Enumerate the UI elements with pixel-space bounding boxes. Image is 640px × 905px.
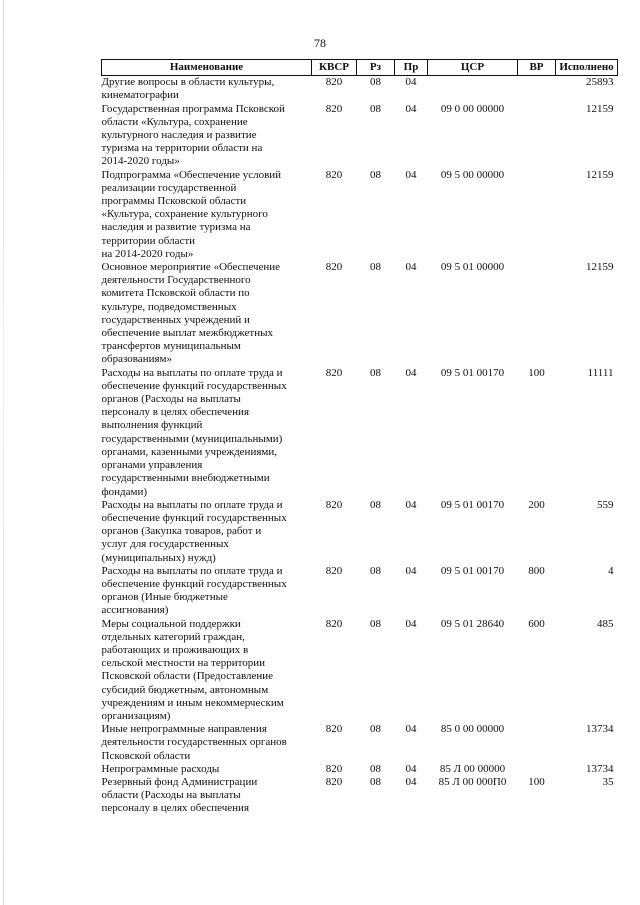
- row-name-line: органов (Иные бюджетные: [101, 591, 228, 604]
- cell-pr: 04: [405, 102, 417, 115]
- cell-pr: 04: [405, 775, 417, 788]
- cell-pr: 04: [405, 564, 417, 577]
- row-name-line: образованиям»: [101, 353, 172, 366]
- cell-done: 559: [597, 498, 614, 511]
- row-name: [102, 76, 312, 103]
- cell-csr: 85 Л 00 00000: [439, 762, 506, 775]
- cell-csr: [428, 76, 518, 103]
- header-vr: ВР: [518, 60, 556, 76]
- row-name-line: государственными (муниципальными): [101, 432, 283, 445]
- row-name-line: наследия и развитие туризма на: [101, 221, 251, 234]
- row-name-line: обеспечение функций государственных: [101, 511, 287, 524]
- cell-done: 11111: [587, 366, 614, 379]
- cell-pr: 04: [405, 168, 417, 181]
- cell-csr: 09 5 01 00170: [440, 564, 505, 577]
- row-name-line: области (Расходы на выплаты: [101, 789, 241, 802]
- cell-csr: 09 5 01 28640: [440, 617, 505, 630]
- cell-pr: 04: [405, 261, 417, 274]
- cell-done: 35: [602, 775, 614, 788]
- row-name-line: (муниципальных) нужд): [101, 551, 216, 564]
- row-name-line: 2014-2020 годы»: [101, 155, 180, 168]
- row-name-line: Непрограммные расходы: [101, 762, 220, 775]
- row-name-line: трансфертов муниципальным: [101, 340, 241, 353]
- cell-rz: 08: [370, 564, 381, 577]
- cell-pr: 04: [405, 723, 417, 736]
- cell-rz: 08: [370, 775, 381, 788]
- row-name: [102, 763, 312, 776]
- row-name-line: Иные непрограммные направления: [101, 723, 267, 736]
- cell-done: 4: [608, 564, 614, 577]
- row-name-line: субсидий бюджетным, автономным: [101, 683, 269, 696]
- row-name: [102, 169, 312, 261]
- row-name-line: туризма на территории области на: [101, 142, 263, 155]
- header-pr: Пр: [395, 60, 428, 76]
- cell-done: 25893: [586, 76, 614, 89]
- cell-vr: [518, 763, 556, 776]
- row-name: [102, 776, 312, 816]
- row-name-line: государственных учреждений и: [101, 313, 250, 326]
- cell-vr: 600: [528, 617, 545, 630]
- table-row: [102, 776, 618, 816]
- cell-done: 12159: [586, 102, 614, 115]
- row-name-line: органов (Закупка товаров, работ и: [101, 525, 262, 538]
- row-name-line: Государственная программа Псковской: [101, 102, 285, 115]
- row-name-line: кинематографии: [101, 89, 179, 102]
- cell-rz: 08: [370, 366, 381, 379]
- row-name-line: органами, казенными учреждениями,: [101, 445, 277, 458]
- row-name-line: фондами): [101, 485, 148, 498]
- page-number: 78: [314, 36, 326, 50]
- table-row: [102, 499, 618, 565]
- header-kvsr: КВСР: [312, 60, 357, 76]
- cell-vr: 100: [528, 775, 545, 788]
- cell-kvsr: 820: [325, 723, 343, 736]
- row-name-line: «Культура, сохранение культурного: [101, 208, 268, 221]
- cell-csr: 09 5 00 00000: [440, 168, 505, 181]
- row-name-line: Резервный фонд Администрации: [101, 775, 258, 788]
- cell-vr: [518, 76, 556, 103]
- row-name-line: ассигнования): [101, 604, 169, 617]
- cell-kvsr: 820: [325, 617, 343, 630]
- table-row: [102, 723, 618, 763]
- cell-kvsr: 820: [325, 366, 343, 379]
- table-row: [102, 76, 618, 103]
- cell-rz: 08: [370, 498, 381, 511]
- cell-kvsr: 820: [325, 762, 343, 775]
- table-row: [102, 367, 618, 499]
- row-name-line: организациям): [101, 709, 171, 722]
- row-name: [102, 261, 312, 367]
- row-name-line: обеспечение выплат межбюджетных: [101, 327, 273, 340]
- row-name-line: Расходы на выплаты по оплате труда и: [101, 366, 283, 379]
- cell-kvsr: 820: [325, 498, 343, 511]
- cell-rz: 08: [370, 102, 381, 115]
- row-name-line: деятельности Государственного: [101, 274, 251, 287]
- scan-edge: [3, 0, 4, 905]
- row-name-line: персоналу в целях обеспечения: [101, 802, 250, 815]
- row-name-line: услуг для государственных: [101, 538, 229, 551]
- cell-vr: 100: [528, 366, 545, 379]
- cell-kvsr: 820: [325, 261, 343, 274]
- cell-pr: 04: [405, 498, 417, 511]
- cell-kvsr: 820: [325, 564, 343, 577]
- row-name-line: Псковской области: [101, 749, 191, 762]
- cell-kvsr: 820: [325, 102, 343, 115]
- row-name-line: персоналу в целях обеспечения: [101, 406, 250, 419]
- header-done: Исполнено: [556, 60, 618, 76]
- row-name-line: деятельности государственных органов: [101, 736, 287, 749]
- row-name-line: Расходы на выплаты по оплате труда и: [101, 498, 283, 511]
- table-header: [102, 60, 618, 76]
- row-name-line: области «Культура, сохранение: [101, 115, 248, 128]
- row-name-line: Основное мероприятие «Обеспечение: [101, 261, 281, 274]
- row-name-line: программы Псковской области: [101, 195, 247, 208]
- cell-done: 485: [597, 617, 614, 630]
- row-name-line: государственными внебюджетными: [101, 472, 270, 485]
- row-name-line: Псковской области (Предоставление: [101, 670, 274, 683]
- row-name: [102, 499, 312, 565]
- row-name: [102, 618, 312, 724]
- cell-csr: 85 Л 00 000П0: [438, 775, 507, 788]
- table-body: [102, 76, 618, 816]
- row-name-line: обеспечение функций государственных: [101, 379, 287, 392]
- row-name-line: Расходы на выплаты по оплате труда и: [101, 564, 283, 577]
- cell-rz: 08: [370, 76, 381, 89]
- cell-pr: 04: [405, 762, 417, 775]
- table-row: [102, 618, 618, 724]
- cell-vr: [518, 169, 556, 261]
- cell-csr: 09 5 01 00170: [440, 498, 505, 511]
- cell-done: 13734: [586, 723, 614, 736]
- cell-rz: 08: [370, 762, 381, 775]
- cell-vr: [518, 723, 556, 763]
- row-name: [102, 565, 312, 618]
- cell-pr: 04: [405, 617, 417, 630]
- table-row: [102, 261, 618, 367]
- row-name-line: обеспечение функций государственных: [101, 577, 287, 590]
- cell-rz: 08: [370, 261, 381, 274]
- table-row: [102, 763, 618, 776]
- row-name-line: реализации государственной: [101, 181, 237, 194]
- cell-done: 12159: [586, 261, 614, 274]
- cell-vr: 200: [528, 498, 545, 511]
- cell-vr: [518, 261, 556, 367]
- row-name-line: работающих и проживающих в: [101, 643, 249, 656]
- cell-done: 12159: [586, 168, 614, 181]
- cell-rz: 08: [370, 168, 381, 181]
- cell-rz: 08: [370, 723, 381, 736]
- budget-table: [101, 59, 618, 816]
- row-name-line: выполнения функций: [101, 419, 203, 432]
- cell-kvsr: 820: [325, 168, 343, 181]
- cell-vr: 800: [528, 564, 545, 577]
- cell-kvsr: 820: [325, 775, 343, 788]
- header-csr: ЦСР: [428, 60, 518, 76]
- row-name-line: Подпрограмма «Обеспечение условий: [101, 168, 282, 181]
- row-name-line: комитета Псковской области по: [101, 287, 250, 300]
- header-name: Наименование: [102, 60, 312, 76]
- row-name-line: на 2014-2020 годы»: [101, 247, 194, 260]
- cell-csr: 09 0 00 00000: [440, 102, 505, 115]
- table-row: [102, 565, 618, 618]
- row-name-line: органов (Расходы на выплаты: [101, 393, 241, 406]
- row-name-line: Меры социальной поддержки: [101, 617, 241, 630]
- cell-done: 13734: [586, 762, 614, 775]
- row-name-line: культурного наследия и развитие: [101, 129, 257, 142]
- cell-kvsr: 820: [325, 76, 343, 89]
- cell-pr: 04: [405, 366, 417, 379]
- row-name-line: сельской местности на территории: [101, 657, 266, 670]
- row-name-line: учреждениям и иным некоммерческим: [101, 696, 284, 709]
- cell-vr: [518, 103, 556, 169]
- row-name-line: органами управления: [101, 459, 203, 472]
- header-rz: Рз: [357, 60, 395, 76]
- cell-csr: 09 5 01 00170: [440, 366, 505, 379]
- table-row: [102, 169, 618, 261]
- row-name-line: культуре, подведомственных: [101, 300, 237, 313]
- row-name-line: Другие вопросы в области культуры,: [101, 76, 275, 89]
- row-name: [102, 367, 312, 499]
- cell-pr: 04: [405, 76, 417, 89]
- cell-csr: 85 0 00 00000: [440, 723, 505, 736]
- row-name-line: отдельных категорий граждан,: [101, 630, 245, 643]
- row-name-line: территории области: [101, 234, 196, 247]
- cell-rz: 08: [370, 617, 381, 630]
- cell-csr: 09 5 01 00000: [440, 261, 505, 274]
- row-name: [102, 723, 312, 763]
- table-row: [102, 103, 618, 169]
- row-name: [102, 103, 312, 169]
